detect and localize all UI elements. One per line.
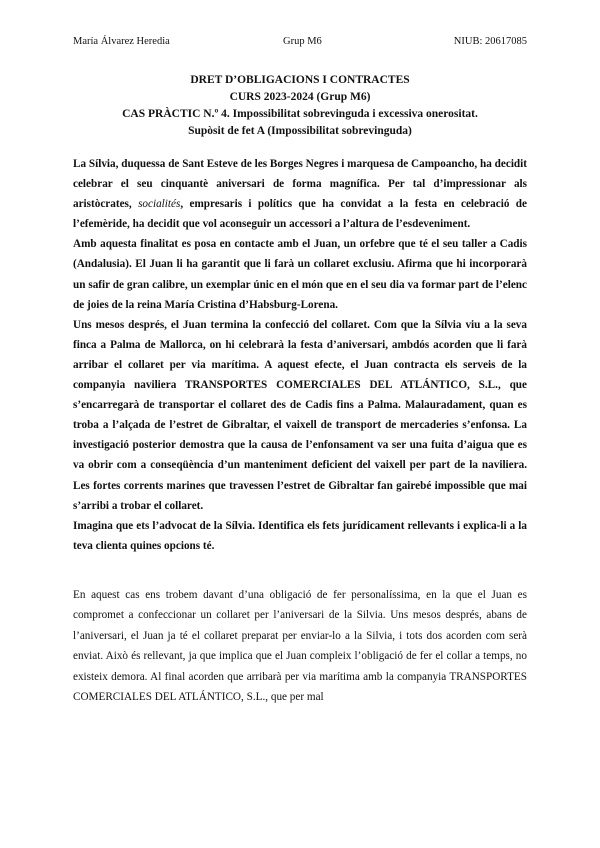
header-author: María Álvarez Heredia — [73, 36, 170, 47]
header-group: Grup M6 — [283, 36, 322, 47]
page-header — [73, 36, 527, 50]
answer-paragraph-1: En aquest cas ens trobem davant d’una obligació de fer personalíssima, en la que el Juan es compromet a confeccionar un collaret per l’aniversari de la Silvia. Uns mesos després, abans de l’aniversari, el Juan ja té el collaret preparat per enviar-lo a la Silvia, i tots dos acorden com serà enviat. Això és rellevant, ja que implica que el Juan compleix l’obligació de fer el collar a temps, no existeix demora. Al final acorden que arribarà per via marítima amb la companyia TRANSPORTES COMERCIALES DEL ATLÁNTICO, S.L., que per mal — [73, 588, 527, 704]
course-title: DRET D’OBLIGACIONS I CONTRACTES — [190, 74, 410, 86]
answer-section — [73, 585, 527, 708]
case-p1-italic: socialités — [138, 198, 181, 211]
case-p1-text-b: , empresaris i polítics que ha convidat a la festa en celebració de l’efemèride, ha decidit que vol aconseguir un accessori a l’altura de l’esdeveniment. — [73, 198, 527, 231]
case-paragraph-1 — [73, 154, 527, 234]
case-subtitle: Supòsit de fet A (Impossibilitat sobrevinguda) — [188, 125, 412, 137]
document-body — [73, 154, 527, 708]
case-paragraph-3: Uns mesos després, el Juan termina la confecció del collaret. Com que la Sílvia viu a la seva finca a Palma de Mallorca, on hi celebrarà la festa d’aniversari, ambdós acorden que li farà arribar el collaret per via marítima. A aquest efecte, el Juan contracta els serveis de la companyia naviliera TRANSPORTES COMERCIALES DEL ATLÁNTICO, S.L., que s’encarregarà de transportar el collaret des de Cadis fins a Palma. Malauradament, quan es troba a l’alçada de l’estret de Gibraltar, el vaixell de transport de mercaderies s’enfonsa. La investigació posterior demostra que la causa de l’enfonsament va ser una fuita d’aigua que es va obrir com a conseqüència d’un manteniment deficient del vaixell per part de la naviliera. Les fortes corrents marines que travessen l’estret de Gibraltar fan gairebé impossible que mai s’arribi a trobar el collaret. — [73, 318, 527, 512]
case-title: CAS PRÀCTIC N.º 4. Impossibilitat sobrevinguda i excessiva onerositat. — [122, 108, 478, 120]
document-titles — [73, 72, 527, 140]
case-p1-text-a: La Sílvia, duquessa de Sant Esteve de les Borges Negres i marquesa de Campoancho, ha decidit celebrar el seu cinquantè aniversari de forma magnífica. Per tal d’impressionar als aristòcrates, — [73, 158, 527, 211]
course-year: CURS 2023-2024 (Grup M6) — [229, 91, 371, 103]
case-paragraph-2: Amb aquesta finalitat es posa en contacte amb el Juan, un orfebre que té el seu taller a Cadis (Andalusia). El Juan li ha garantit que li farà un collaret exclusiu. Afirma que hi incorporarà un safir de gran calibre, un exemplar únic en el món que en el seu dia va formar part de l’elenc de joies de la reina María Cristina d’Habsburg-Lorena. — [73, 238, 527, 311]
header-niub: NIUB: 20617085 — [453, 36, 527, 47]
case-statement — [73, 154, 527, 556]
case-paragraph-4: Imagina que ets l’advocat de la Sílvia. Identifica els fets jurídicament rellevants i explica-li a la teva clienta quines opcions té. — [73, 519, 527, 552]
